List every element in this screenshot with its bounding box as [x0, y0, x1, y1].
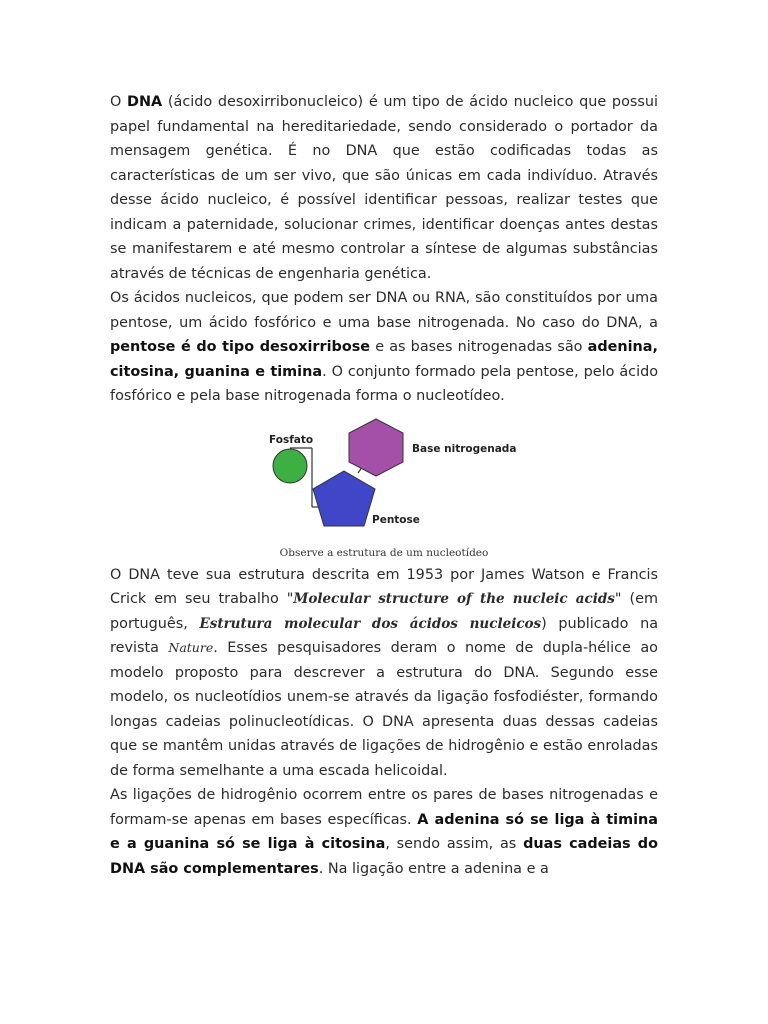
base-hexagon — [349, 419, 403, 476]
label-pentose: Pentose — [372, 513, 420, 526]
bold-dna: DNA — [127, 94, 163, 110]
label-base-nitrogenada: Base nitrogenada — [412, 442, 517, 455]
pentose-pentagon — [313, 471, 375, 526]
text-run: Os ácidos nucleicos, que podem ser DNA ou RNA, são constituídos por uma pentose, um ácido fosfórico e uma base nitrogenada. No caso do DNA, a — [110, 290, 658, 331]
italic-article-title: Molecular structure of the nucleic acids — [293, 591, 615, 607]
text-run: , sendo assim, as — [385, 836, 524, 852]
text-run: . Na ligação entre a adenina e a — [318, 860, 549, 877]
bold-complementary: duas cadeias do DNA são complementares — [110, 836, 658, 877]
text-run: (ácido desoxirribonucleico) é um tipo de ácido nucleico que possui papel fundamental na hereditariedade, sendo considerado o portador da mensagem genética. É no DNA que estão codificadas todas as características de um ser vivo, que são únicas em cada indivíduo. Através desse ácido nucleico, é possível identificar pessoas, realizar testes que indicam a paternidade, solucionar crimes, identificar doenças antes destas se manifestarem e até mesmo controlar a síntese de algumas substâncias através de técnicas de engenharia genética. — [110, 94, 658, 282]
figure-caption: Observe a estrutura de um nucleotídeo — [279, 546, 489, 559]
paragraph-hydrogen-bonds — [110, 783, 658, 881]
nucleotide-figure — [110, 415, 658, 563]
bold-pentose: pentose é do tipo desoxirribose — [110, 339, 371, 355]
paragraph-nucleic-acids — [110, 286, 658, 409]
text-run: ) publicado na revista — [110, 615, 659, 656]
bold-bases: adenina, citosina, guanina e timina — [110, 339, 658, 380]
text-run: O — [110, 94, 128, 110]
bold-base-pairs: A adenina só se liga à timina e a guanina só se liga à citosina — [110, 811, 658, 852]
italic-article-title-pt: Estrutura molecular dos ácidos nucleicos — [199, 615, 542, 632]
fosfato-circle — [273, 449, 307, 483]
nucleotide-diagram — [110, 415, 658, 545]
label-fosfato: Fosfato — [269, 433, 314, 446]
text-run: " (em português, — [110, 591, 658, 632]
text-run: O DNA teve sua estrutura descrita em 1953 por James Watson e Francis Crick em seu trabalho " — [110, 566, 658, 607]
italic-journal-name: Nature — [168, 640, 214, 655]
paragraph-watson-crick — [110, 563, 658, 784]
text-run: As ligações de hidrogênio ocorrem entre os pares de bases nitrogenadas e formam-se apenas em bases específicas. — [110, 787, 658, 828]
text-run: . Esses pesquisadores deram o nome de dupla-hélice ao modelo proposto para descrever a estrutura do DNA. Segundo esse modelo, os nucleotídios unem-se através da ligação fosfodiéster, formando longas cadeias polinucleotídicas. O DNA apresenta duas dessas cadeias que se mantêm unidas através de ligações de hidrogênio e estão enroladas de forma semelhante a uma escada helicoidal. — [110, 640, 658, 779]
document-body — [110, 90, 658, 881]
text-run: e as bases nitrogenadas são — [370, 339, 588, 355]
text-run: . O conjunto formado pela pentose, pelo ácido fosfórico e pela base nitrogenada forma o nucleotídeo. — [110, 363, 659, 404]
paragraph-dna-intro — [110, 90, 658, 286]
